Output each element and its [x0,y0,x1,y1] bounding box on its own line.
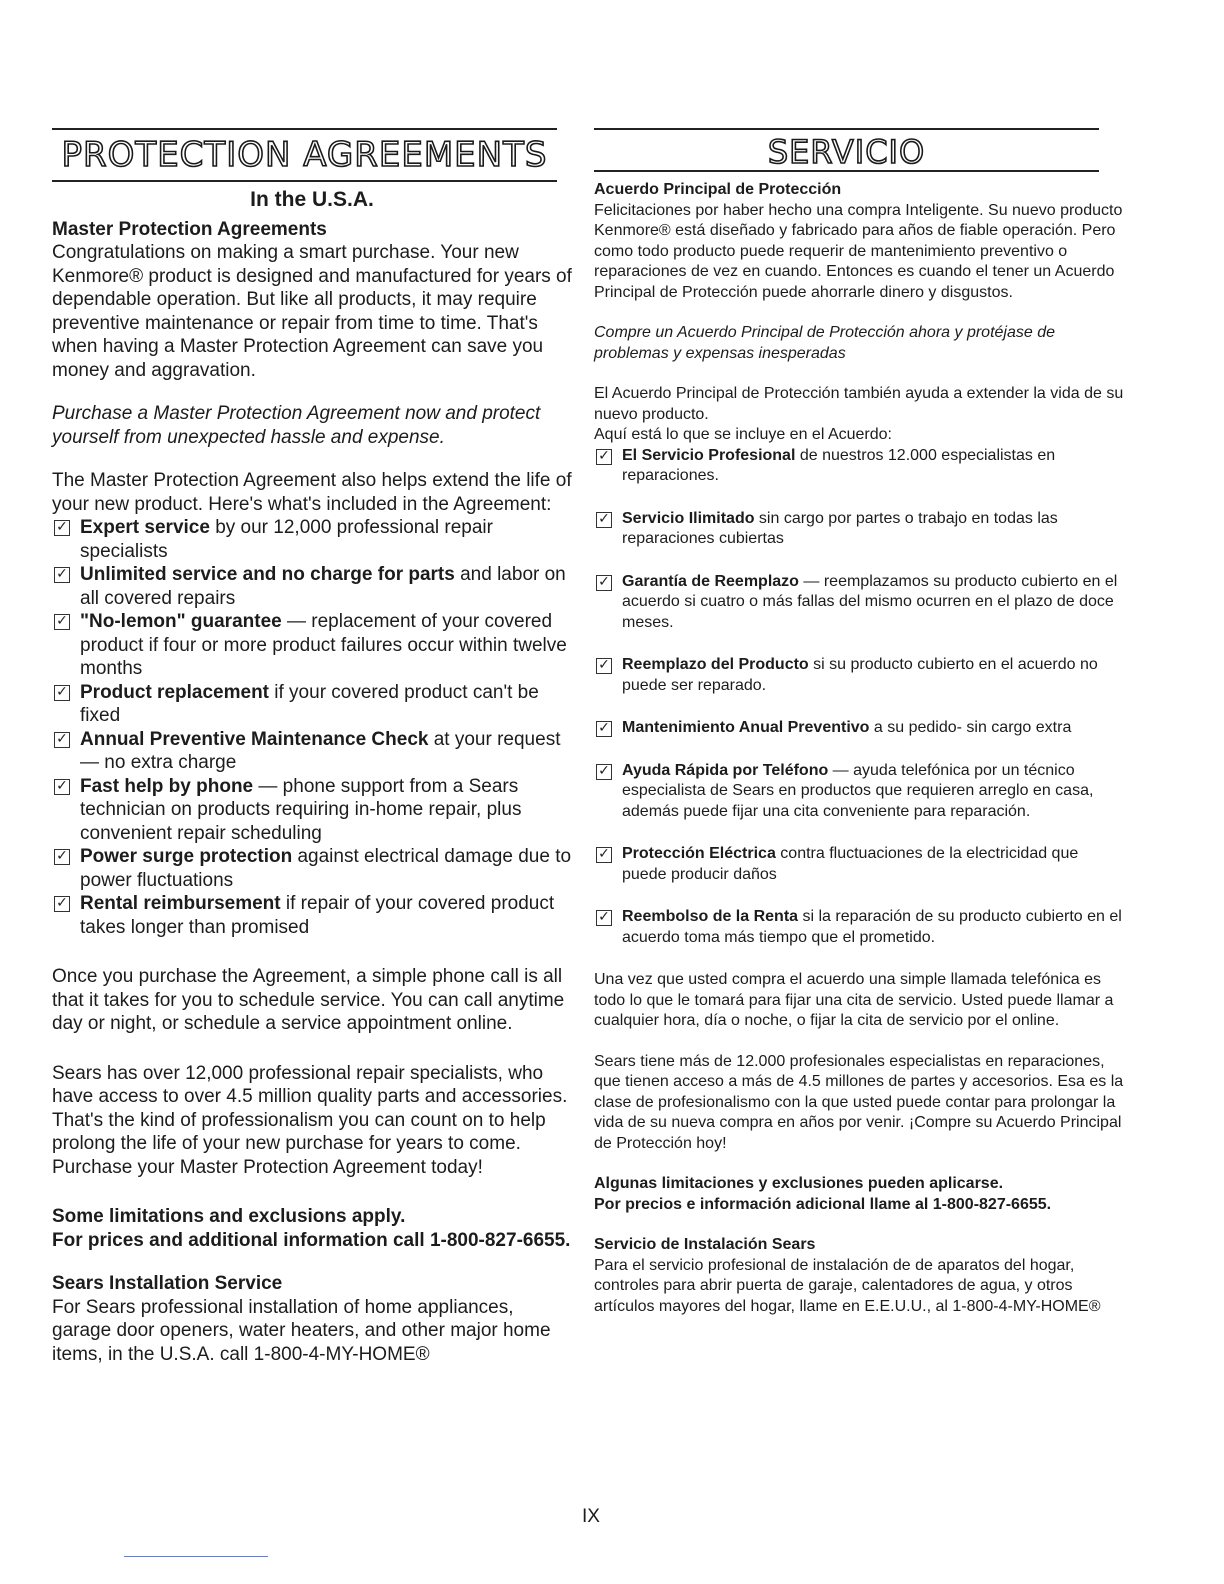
checkbox-icon: ✓ [54,685,70,701]
once-paragraph: Once you purchase the Agreement, a simple phone call is all that it takes for you to schedule service. You can call anytime day or night, or schedule a service appointment online. [52,966,565,1034]
extend-paragraph: The Master Protection Agreement also helps extend the life of your new product. Here's what's included in the Agreement: [52,470,572,515]
checkbox-icon: ✓ [596,764,612,780]
checkbox-icon: ✓ [54,732,70,748]
installation-title: Sears Installation Service [52,1273,283,1294]
list-item: ✓ Mantenimiento Anual Preventivo a su pedido- sin cargo extra [594,718,1124,739]
checkbox-icon: ✓ [596,449,612,465]
sears-has-paragraph: Sears has over 12,000 professional repair specialists, who have access to over 4.5 million quality parts and accessories. That's the kind of professionalism you can count on to help prolong the life of your new purchase for years to come. Purchase your Master Protection Agreement today! [52,1062,568,1178]
english-column [52,128,572,1366]
checkbox-icon: ✓ [54,849,70,865]
benefits-list-es [594,446,1124,949]
mpa-title: Master Protection Agreements [52,218,327,240]
included-paragraph-es: Aquí está lo que se incluye en el Acuerdo: [594,426,892,443]
installation-title-es: Servicio de Instalación Sears [594,1236,816,1253]
checkbox-icon: ✓ [54,779,70,795]
extend-paragraph-es: El Acuerdo Principal de Protección también ayuda a extender la vida de su nuevo producto. [594,385,1124,423]
list-item: ✓ Product replacement if your covered product can't be fixed [52,681,572,728]
mpa-title-es: Acuerdo Principal de Protección [594,181,842,198]
intro-paragraph: Congratulations on making a smart purchase. Your new Kenmore® product is designed and manufactured for years of dependable operation. But like all products, it may require preventive maintenance or repair from time to time. That's when having a Master Protection Agreement can save you money and aggravation. [52,242,572,381]
page-heading: PROTECTION AGREEMENTS [61,135,548,175]
checkbox-icon: ✓ [54,896,70,912]
region-subheading: In the U.S.A. [250,188,374,211]
checkbox-icon: ✓ [596,721,612,737]
protection-agreements-heading-box [52,128,557,182]
limitations-text: Some limitations and exclusions apply. [52,1206,406,1227]
checkbox-icon: ✓ [596,575,612,591]
benefits-list [52,516,572,939]
limitations-text-es: Algunas limitaciones y exclusiones pueden aplicarse. [594,1175,1004,1192]
installation-body-es: Para el servicio profesional de instalación de de aparatos del hogar, controles para abrir puerta de garaje, calentadores de agua, y otros artículos mayores del hogar, llame en E.E.U.U., al 1-800-4-MY-HOME® [594,1256,1101,1315]
list-item: ✓ Expert service by our 12,000 professional repair specialists [52,516,572,563]
sears-has-paragraph-es: Sears tiene más de 12.000 profesionales especialistas en reparaciones, que tienen acceso a más de 4.5 millones de partes y accesorios. Esa es la clase de profesionalismo con la que usted puede contar para prolongar la vida de su nueva compra en años por venir. ¡Compre su Acuerdo Principal de Protección hoy! [594,1052,1124,1152]
list-item: ✓ Unlimited service and no charge for parts and labor on all covered repairs [52,563,572,610]
checkbox-icon: ✓ [596,847,612,863]
checkbox-icon: ✓ [596,512,612,528]
list-item: ✓ Fast help by phone — phone support from a Sears technician on products requiring in-home repair, plus convenient repair scheduling [52,775,572,846]
page-number: IX [582,1506,600,1527]
servicio-heading-box [594,128,1099,172]
list-item: ✓ "No-lemon" guarantee — replacement of your covered product if four or more product failures occur within twelve months [52,610,572,681]
spanish-column [594,128,1124,1317]
tagline-paragraph: Purchase a Master Protection Agreement now and protect yourself from unexpected hassle and expense. [52,403,541,448]
checkbox-icon: ✓ [596,658,612,674]
prices-phone-text-es: Por precios e información adicional llame al 1-800-827-6655. [594,1195,1052,1213]
list-item: ✓ Rental reimbursement if repair of your covered product takes longer than promised [52,892,572,939]
list-item: ✓ Power surge protection against electrical damage due to power fluctuations [52,845,572,892]
once-paragraph-es: Una vez que usted compra el acuerdo una simple llamada telefónica es todo lo que le tomará para fijar una cita de servicio. Usted puede llamar a cualquier hora, día o noche, o fijar la cita de servicio por el online. [594,971,1114,1029]
checkbox-icon: ✓ [596,910,612,926]
list-item: ✓ El Servicio Profesional de nuestros 12.000 especialistas en reparaciones. [594,446,1124,487]
intro-paragraph-es: Felicitaciones por haber hecho una compra Inteligente. Su nuevo producto Kenmore® está diseñado y fabricado para años de fiable operación. Pero como todo producto puede requerir de mantenimiento preventivo o reparaciones de vez en cuando. Entonces es cuando el tener un Acuerdo Principal de Protección puede ahorrarle dinero y disgustos. [594,201,1123,301]
installation-body: For Sears professional installation of home appliances, garage door openers, water heaters, and other major home items, in the U.S.A. call 1-800-4-MY-HOME® [52,1296,551,1365]
list-item: ✓ Annual Preventive Maintenance Check at your request — no extra charge [52,728,572,775]
checkbox-icon: ✓ [54,567,70,583]
checkbox-icon: ✓ [54,520,70,536]
servicio-heading: SERVICIO [767,133,926,171]
list-item: ✓ Servicio Ilimitado sin cargo por partes o trabajo en todas las reparaciones cubiertas [594,509,1124,550]
checkbox-icon: ✓ [54,614,70,630]
list-item: ✓ Ayuda Rápida por Teléfono — ayuda telefónica por un técnico especialista de Sears en productos que requieren arreglo en casa, además puede fijar una cita conveniente para reparación. [594,761,1124,823]
prices-phone-text: For prices and additional information call 1-800-827-6655. [52,1229,571,1251]
list-item: ✓ Garantía de Reemplazo — reemplazamos su producto cubierto en el acuerdo si cuatro o más fallas del mismo ocurren en el plazo de doce meses. [594,572,1124,634]
footer-divider [124,1556,268,1557]
list-item: ✓ Reemplazo del Producto si su producto cubierto en el acuerdo no puede ser reparado. [594,655,1124,696]
list-item: ✓ Protección Eléctrica contra fluctuaciones de la electricidad que puede producir daños [594,844,1124,885]
tagline-paragraph-es: Compre un Acuerdo Principal de Protección ahora y protéjase de problemas y expensas inesperadas [594,324,1055,362]
list-item: ✓ Reembolso de la Renta si la reparación de su producto cubierto en el acuerdo toma más tiempo que el prometido. [594,907,1124,948]
